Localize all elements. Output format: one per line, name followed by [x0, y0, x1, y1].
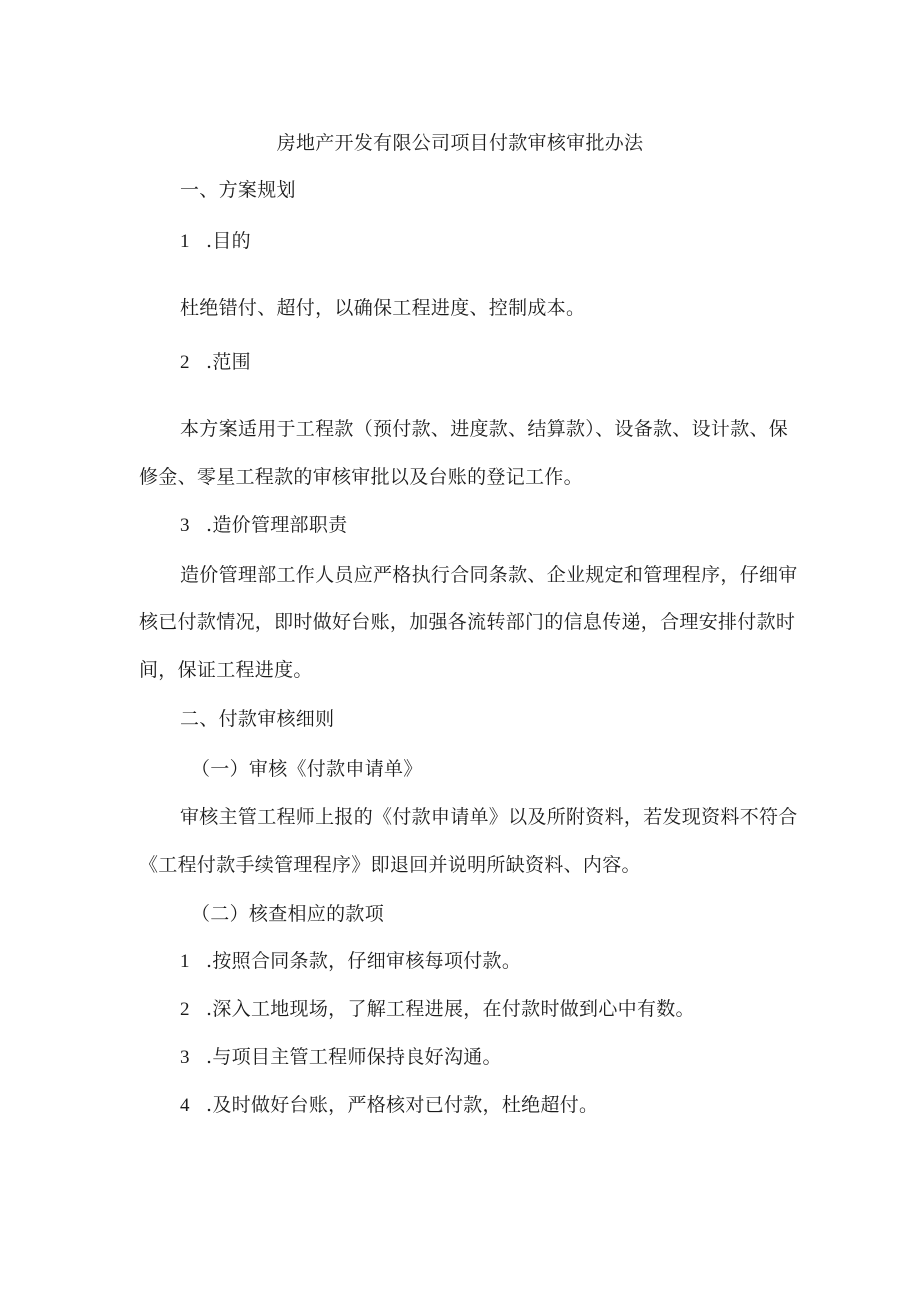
- document-title: 房地产开发有限公司项目付款审核审批办法: [276, 132, 644, 154]
- section2-step-2: [180, 997, 695, 1022]
- section2-step-3: [180, 1045, 502, 1070]
- section1-item1-text: 杜绝错付、超付，以确保工程进度、控制成本。: [180, 297, 586, 319]
- step-number: 3: [180, 1047, 190, 1068]
- section1-item1-heading: [180, 229, 251, 254]
- section1-item2-text-line2: 修金、零星工程款的审核审批以及台账的登记工作。: [139, 466, 583, 488]
- section1-item3-text-line1: 造价管理部工作人员应严格执行合同条款、企业规定和管理程序，仔细审: [180, 564, 798, 586]
- step-text: .按照合同条款，仔细审核每项付款。: [206, 950, 522, 972]
- section1-item2-heading: [180, 350, 251, 375]
- section1-item3-text-line3: 间，保证工程进度。: [139, 659, 313, 681]
- section1-heading: 一、方案规划: [180, 179, 296, 201]
- item-number: 2: [180, 352, 190, 373]
- step-number: 2: [180, 999, 190, 1020]
- item-number: 3: [180, 515, 190, 536]
- item-number: 1: [180, 231, 190, 252]
- section2-sub1-heading: （一）审核《付款申请单》: [191, 758, 423, 780]
- section2-step-4: [180, 1093, 598, 1118]
- step-text: .与项目主管工程师保持良好沟通。: [206, 1046, 502, 1068]
- step-text: .及时做好台账，严格核对已付款，杜绝超付。: [206, 1094, 599, 1116]
- step-number: 1: [180, 951, 190, 972]
- item-label: .目的: [206, 230, 251, 252]
- section2-sub2-heading: （二）核查相应的款项: [191, 903, 385, 925]
- step-number: 4: [180, 1095, 190, 1116]
- section1-item3-text-line2: 核已付款情况，即时做好台账，加强各流转部门的信息传递，合理安排付款时: [139, 611, 796, 633]
- step-text: .深入工地现场，了解工程进展，在付款时做到心中有数。: [206, 998, 695, 1020]
- section1-item3-heading: [180, 513, 347, 538]
- section2-sub1-text-line1: 审核主管工程师上报的《付款申请单》以及所附资料，若发现资料不符合: [180, 806, 798, 828]
- item-label: .造价管理部职责: [206, 514, 348, 536]
- section2-step-1: [180, 949, 521, 974]
- section1-item2-text-line1: 本方案适用于工程款（预付款、进度款、结算款）、设备款、设计款、保: [180, 418, 789, 440]
- item-label: .范围: [206, 351, 251, 373]
- section2-heading: 二、付款审核细则: [180, 708, 335, 730]
- section2-sub1-text-line2: 《工程付款手续管理程序》即退回并说明所缺资料、内容。: [139, 854, 641, 876]
